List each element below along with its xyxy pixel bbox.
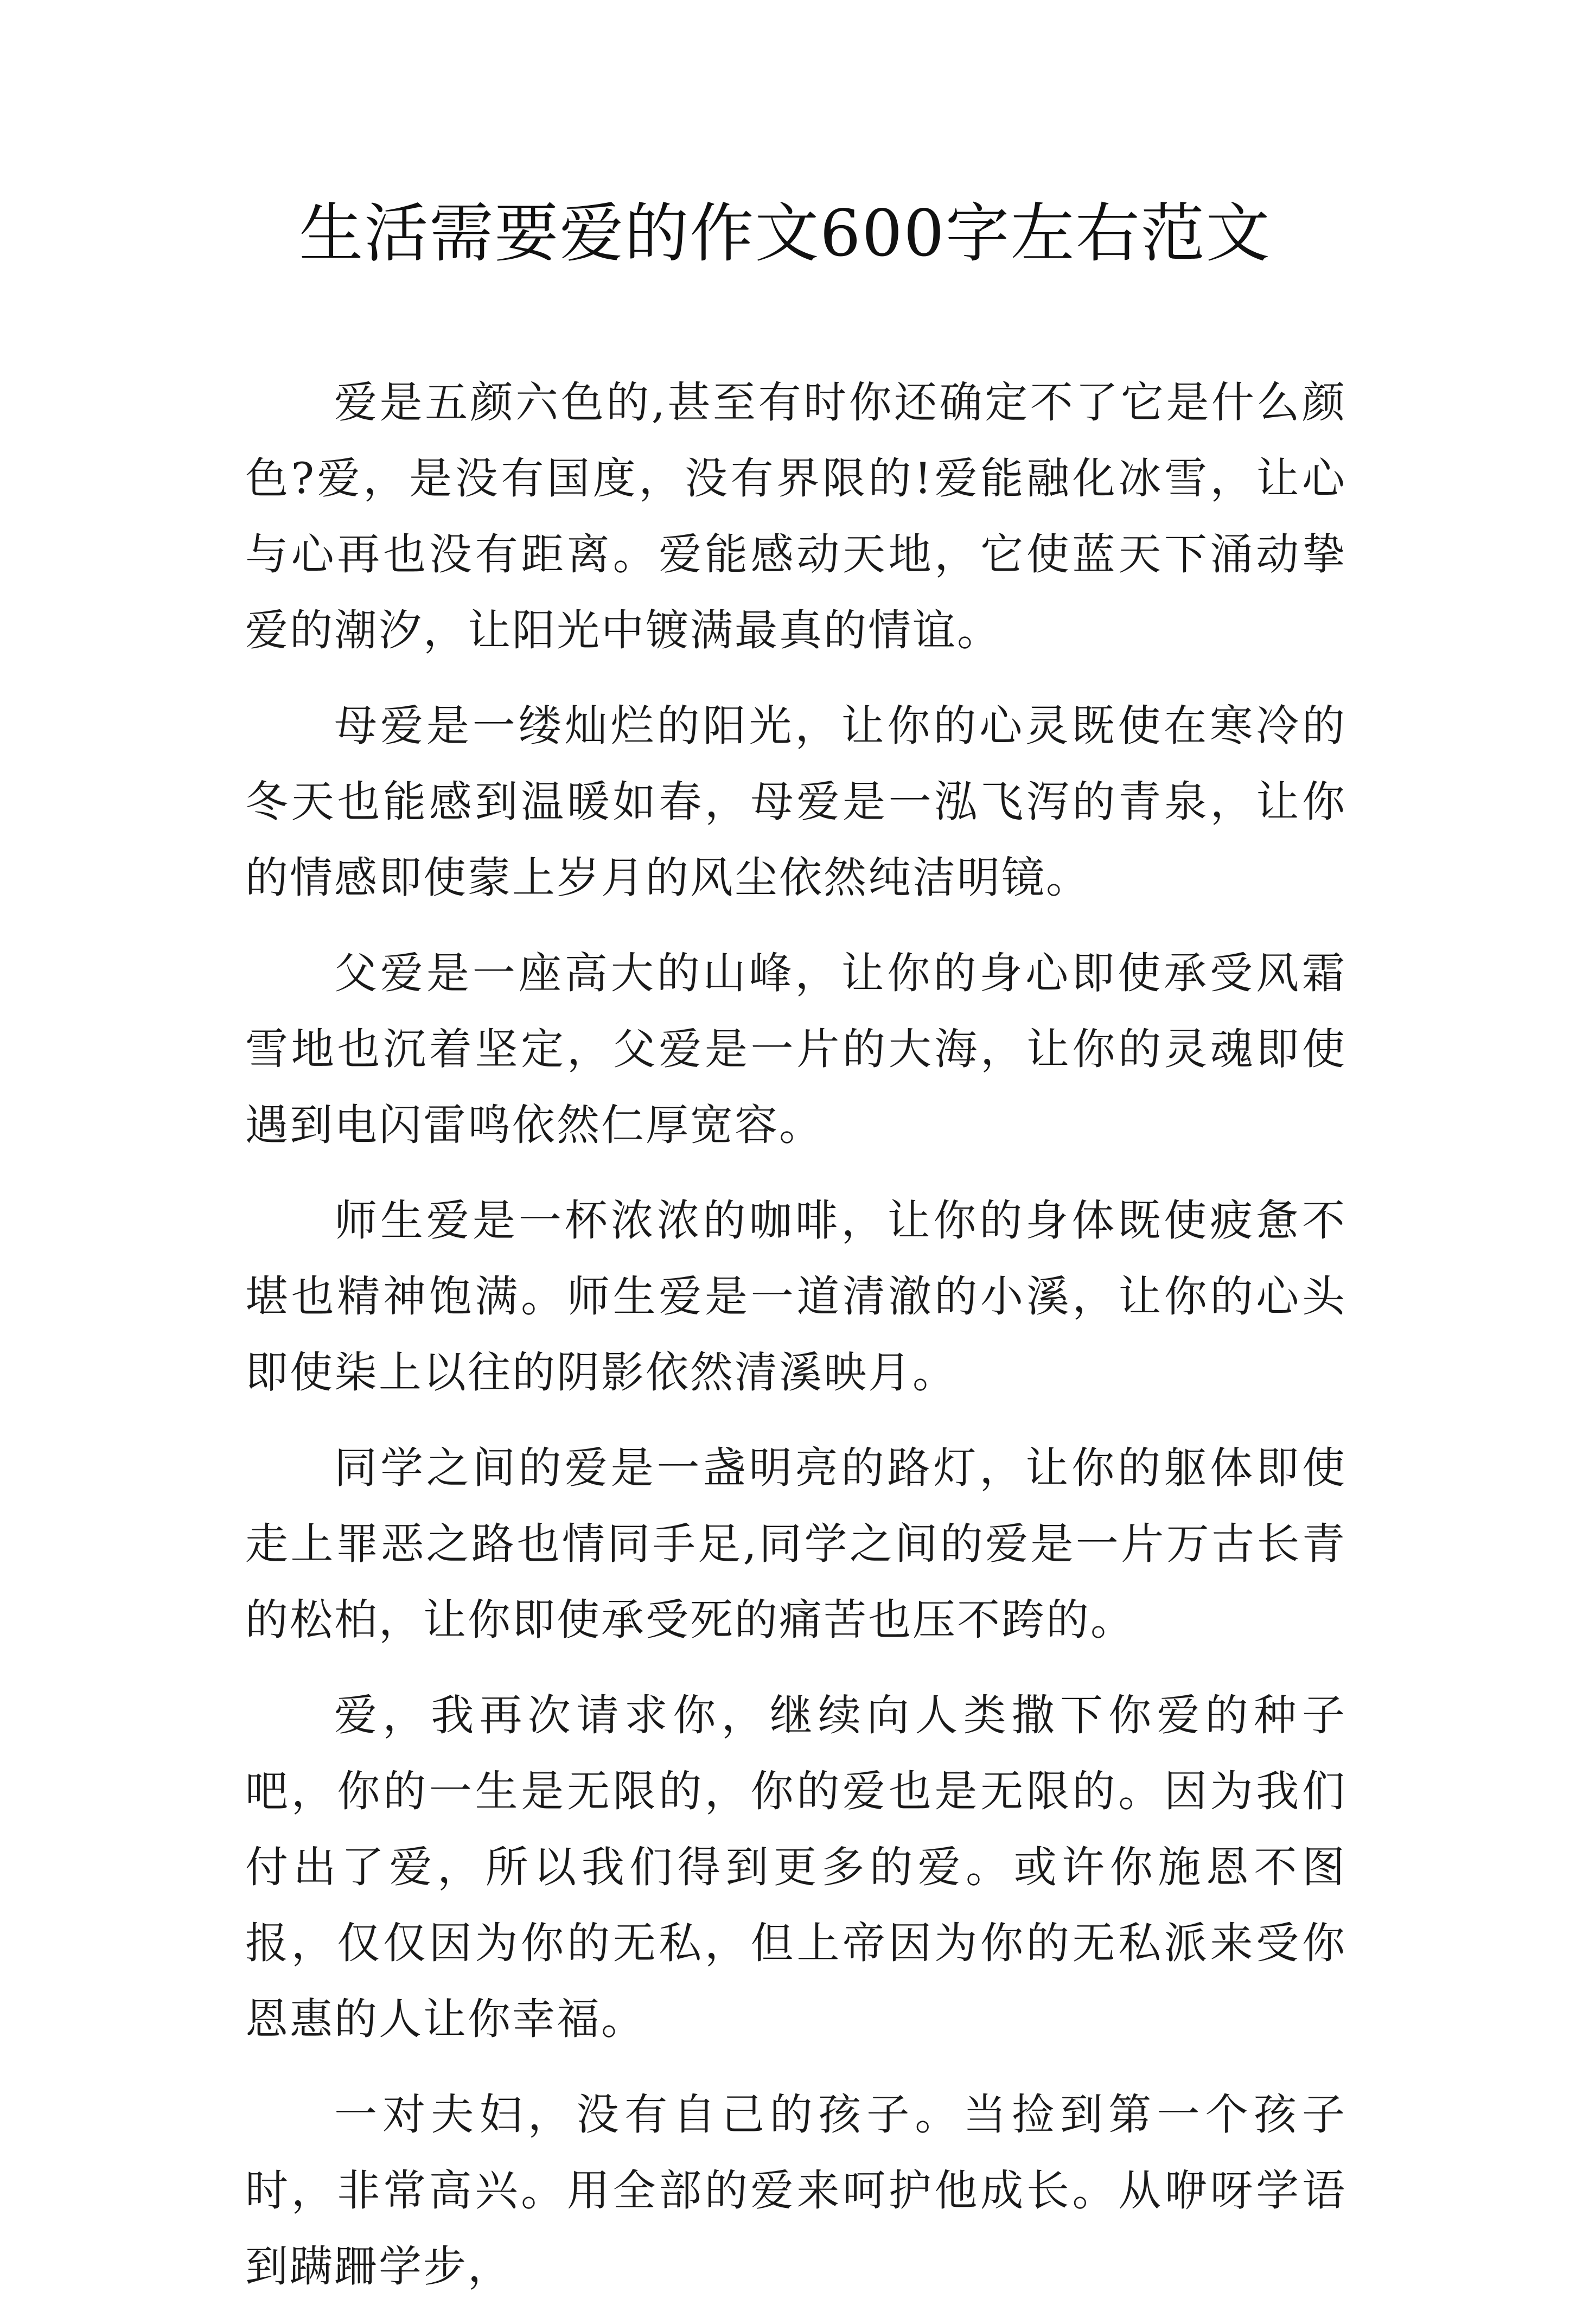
paragraph-6: 爱，我再次请求你，继续向人类撒下你爱的种子吧，你的一生是无限的，你的爱也是无限的。因为我们付出了爱，所以我们得到更多的爱。或许你施恩不图报，仅仅因为你的无私，但上帝因为你的无私派来受你恩惠的人让你幸福。 <box>245 1690 1346 2044</box>
paragraph-7: 一对夫妇，没有自己的孩子。当捡到第一个孩子时，非常高兴。用全部的爱来呵护他成长。从咿呀学语到蹒跚学步， <box>245 2090 1346 2291</box>
paragraph-4: 师生爱是一杯浓浓的咖啡，让你的身体既使疲惫不堪也精神饱满。师生爱是一道清澈的小溪，让你的心头即使柒上以往的阴影依然清溪映月。 <box>245 1196 1346 1397</box>
paragraph-3: 父爱是一座高大的山峰，让你的身心即使承受风霜雪地也沉着坚定，父爱是一片的大海，让你的灵魂即使遇到电闪雷鸣依然仁厚宽容。 <box>245 948 1346 1150</box>
document-body <box>245 365 1346 2324</box>
document-title: 生活需要爱的作文600字左右范文 <box>299 196 1271 271</box>
paragraph-2: 母爱是一缕灿烂的阳光，让你的心灵既使在寒冷的冬天也能感到温暖如春，母爱是一泓飞泻的青泉，让你的情感即使蒙上岁月的风尘依然纯洁明镜。 <box>245 701 1346 903</box>
paragraph-1: 爱是五颜六色的,甚至有时你还确定不了它是什么颜色?爱，是没有国度，没有界限的!爱能融化冰雪，让心与心再也没有距离。爱能感动天地，它使蓝天下涌动挚爱的潮汐，让阳光中镀满最真的情谊。 <box>245 378 1346 655</box>
paragraph-5: 同学之间的爱是一盏明亮的路灯，让你的躯体即使走上罪恶之路也情同手足,同学之间的爱是一片万古长青的松柏，让你即使承受死的痛苦也压不跨的。 <box>245 1443 1346 1645</box>
